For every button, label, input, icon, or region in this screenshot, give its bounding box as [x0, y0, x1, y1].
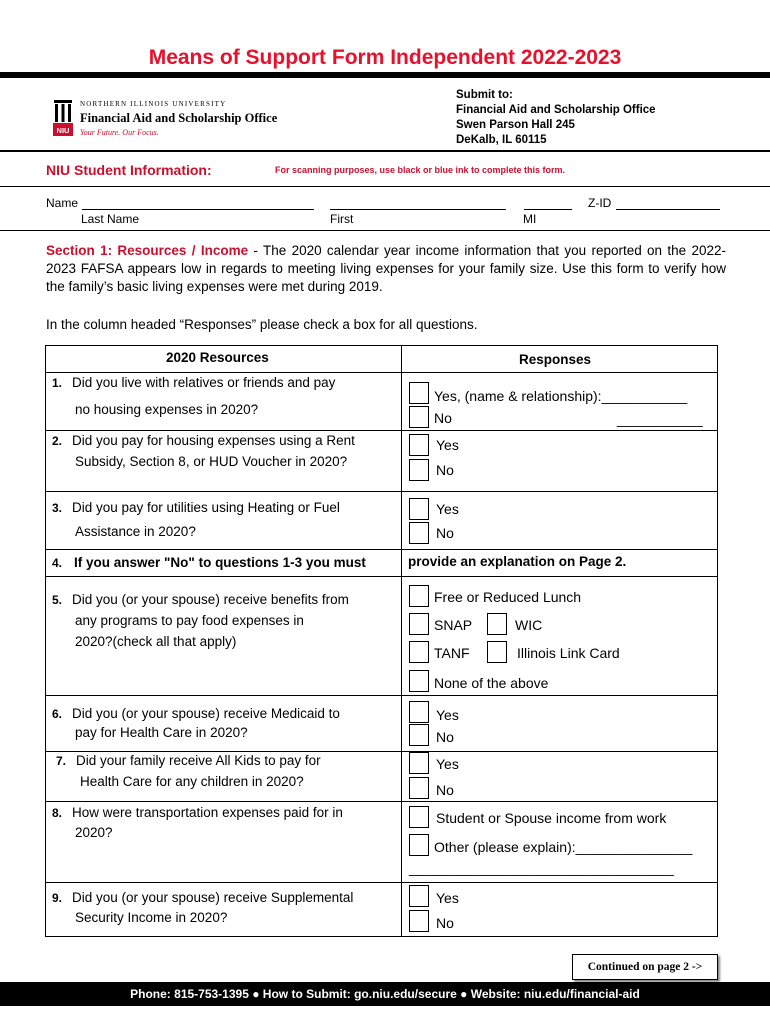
q6-yes-checkbox[interactable]	[409, 701, 429, 723]
footer-bar: Phone: 815-753-1395 ● How to Submit: go.niu.edu/secure ● Website: niu.edu/financial-aid	[0, 982, 770, 1006]
niu-logo-mark	[52, 99, 74, 137]
tagline: Your Future. Our Focus.	[80, 128, 159, 137]
q8-other-label: Other (please explain):_______________	[434, 839, 693, 855]
row-rule-8	[45, 882, 718, 883]
q3-line2: Assistance in 2020?	[75, 524, 196, 539]
q4-number: 4.	[52, 556, 63, 570]
section1-heading: Section 1: Resources / Income	[46, 243, 249, 258]
q5-number: 5.	[52, 593, 63, 607]
q7-number: 7.	[56, 754, 67, 768]
q1-yes-label: Yes, (name & relationship):___________	[434, 388, 688, 404]
q5-none-label: None of the above	[434, 675, 549, 691]
q9-yes-checkbox[interactable]	[409, 885, 429, 907]
q6-yes-label: Yes	[436, 707, 459, 723]
q9-no-checkbox[interactable]	[409, 910, 429, 932]
q7-line1: Did your family receive All Kids to pay for	[76, 753, 321, 768]
submit-line2: Swen Parson Hall 245	[456, 119, 575, 131]
row-rule-4	[45, 576, 718, 577]
q5-wic-label: WIC	[515, 617, 543, 633]
q2-no-label: No	[436, 462, 454, 478]
q5-none-checkbox[interactable]	[409, 670, 429, 692]
zid-label: Z-ID	[588, 196, 612, 210]
q8-other-checkbox[interactable]	[409, 834, 429, 856]
question-1	[52, 373, 335, 393]
q1-no-checkbox[interactable]	[409, 406, 429, 428]
row-rule-5	[45, 695, 718, 696]
instruction-text: In the column headed “Responses” please check a box for all questions.	[46, 317, 478, 332]
q6-no-checkbox[interactable]	[409, 724, 429, 746]
q9-number: 9.	[52, 891, 63, 905]
q5-tanf-label: TANF	[434, 645, 470, 661]
q5-line3: 2020?(check all that apply)	[75, 634, 237, 649]
col1-header: 2020 Resources	[166, 350, 269, 365]
q3-no-label: No	[436, 525, 454, 541]
last-name-caption: Last Name	[81, 212, 140, 226]
q8-line1: How were transportation expenses paid for in	[72, 805, 343, 820]
q1-number: 1.	[52, 376, 63, 390]
office-name: Financial Aid and Scholarship Office	[80, 111, 278, 125]
q8-explain-blank[interactable]: __________________________________	[409, 860, 674, 876]
first-name-field[interactable]	[330, 209, 506, 210]
mi-field[interactable]	[524, 209, 572, 210]
q5-lunch-checkbox[interactable]	[409, 585, 429, 607]
q3-yes-label: Yes	[436, 501, 459, 517]
q3-number: 3.	[52, 501, 63, 515]
q5-link-card-checkbox[interactable]	[487, 641, 507, 663]
col2-header: Responses	[519, 352, 592, 367]
q1-yes-checkbox[interactable]	[409, 382, 429, 404]
q2-yes-checkbox[interactable]	[409, 434, 429, 456]
mi-caption: MI	[523, 212, 537, 226]
scan-note: For scanning purposes, use black or blue ink to complete this form.	[275, 165, 566, 175]
q9-line1: Did you (or your spouse) receive Supplemental	[72, 890, 354, 905]
question-9	[52, 888, 353, 908]
last-name-field[interactable]	[82, 209, 314, 210]
question-6	[52, 704, 340, 724]
q5-wic-checkbox[interactable]	[487, 613, 507, 635]
header-rule	[0, 150, 770, 152]
page-title: Means of Support Form Independent 2022-2023	[148, 46, 622, 69]
q8-line2: 2020?	[75, 825, 113, 840]
q1-line1: Did you live with relatives or friends and pay	[72, 375, 336, 390]
question-7	[56, 751, 321, 771]
q5-line2: any programs to pay food expenses in	[75, 613, 304, 628]
q9-no-label: No	[436, 915, 454, 931]
q5-snap-label: SNAP	[434, 617, 473, 633]
q1-relationship-blank[interactable]: ___________	[617, 411, 703, 427]
q7-yes-label: Yes	[436, 756, 459, 772]
q2-no-checkbox[interactable]	[409, 459, 429, 481]
row-rule-7	[45, 801, 718, 802]
q3-no-checkbox[interactable]	[409, 522, 429, 544]
first-name-caption: First	[330, 212, 354, 226]
q4-left: If you answer "No" to questions 1-3 you must	[74, 555, 366, 570]
title-rule	[0, 72, 770, 78]
q1-line2: no housing expenses in 2020?	[75, 402, 259, 417]
table-column-divider	[401, 345, 402, 937]
q8-work-checkbox[interactable]	[409, 806, 429, 828]
q2-number: 2.	[52, 434, 63, 448]
name-rule	[0, 230, 770, 231]
q5-link-card-label: Illinois Link Card	[517, 645, 620, 661]
question-8	[52, 803, 343, 823]
q5-lunch-label: Free or Reduced Lunch	[434, 589, 582, 605]
zid-field[interactable]	[616, 209, 720, 210]
q5-tanf-checkbox[interactable]	[409, 641, 429, 663]
q7-yes-checkbox[interactable]	[409, 752, 429, 774]
row-rule-2	[45, 491, 718, 492]
q7-no-checkbox[interactable]	[409, 777, 429, 799]
q6-line1: Did you (or your spouse) receive Medicaid to	[72, 706, 340, 721]
q3-line1: Did you pay for utilities using Heating or Fuel	[72, 500, 340, 515]
q7-no-label: No	[436, 782, 454, 798]
logo-text	[80, 100, 277, 137]
q2-line2: Subsidy, Section 8, or HUD Voucher in 2020?	[75, 454, 348, 469]
name-label: Name	[46, 196, 79, 210]
q6-number: 6.	[52, 707, 63, 721]
question-2	[52, 431, 355, 451]
section1-paragraph	[46, 242, 726, 296]
student-info-heading: NIU Student Information:	[46, 162, 212, 178]
question-5	[52, 590, 349, 610]
submit-line3: DeKalb, IL 60115	[456, 134, 547, 146]
q1-no-label: No	[434, 410, 452, 426]
section1-text: - The 2020 calendar year income information that you reported on the 2022-2023 FAFSA appears low in regards to meeting living expenses for your family size. Use this form to verify how the family’s basic living expenses were met during 2019.	[46, 243, 726, 294]
niu-logo-text: NIU	[56, 126, 70, 135]
q8-number: 8.	[52, 806, 63, 820]
submit-heading: Submit to:	[456, 89, 513, 101]
q2-line1: Did you pay for housing expenses using a Rent	[72, 433, 355, 448]
q6-line2: pay for Health Care in 2020?	[75, 725, 248, 740]
q4-right: provide an explanation on Page 2.	[408, 554, 627, 569]
student-info-rule	[0, 186, 770, 187]
q9-line2: Security Income in 2020?	[75, 910, 228, 925]
question-4	[52, 555, 366, 570]
continued-label: Continued on page 2 ->	[572, 954, 718, 980]
q8-work-label: Student or Spouse income from work	[436, 810, 667, 826]
question-3	[52, 498, 340, 518]
q5-snap-checkbox[interactable]	[409, 613, 429, 635]
q9-yes-label: Yes	[436, 890, 459, 906]
university-name: NORTHERN ILLINOIS UNIVERSITY	[80, 100, 227, 108]
q7-line2: Health Care for any children in 2020?	[80, 774, 304, 789]
q6-no-label: No	[436, 729, 454, 745]
q2-yes-label: Yes	[436, 437, 459, 453]
submit-line1: Financial Aid and Scholarship Office	[456, 104, 656, 116]
q3-yes-checkbox[interactable]	[409, 498, 429, 520]
submit-address	[456, 88, 656, 148]
q5-line1: Did you (or your spouse) receive benefits from	[72, 592, 349, 607]
row-rule-3	[45, 549, 718, 550]
